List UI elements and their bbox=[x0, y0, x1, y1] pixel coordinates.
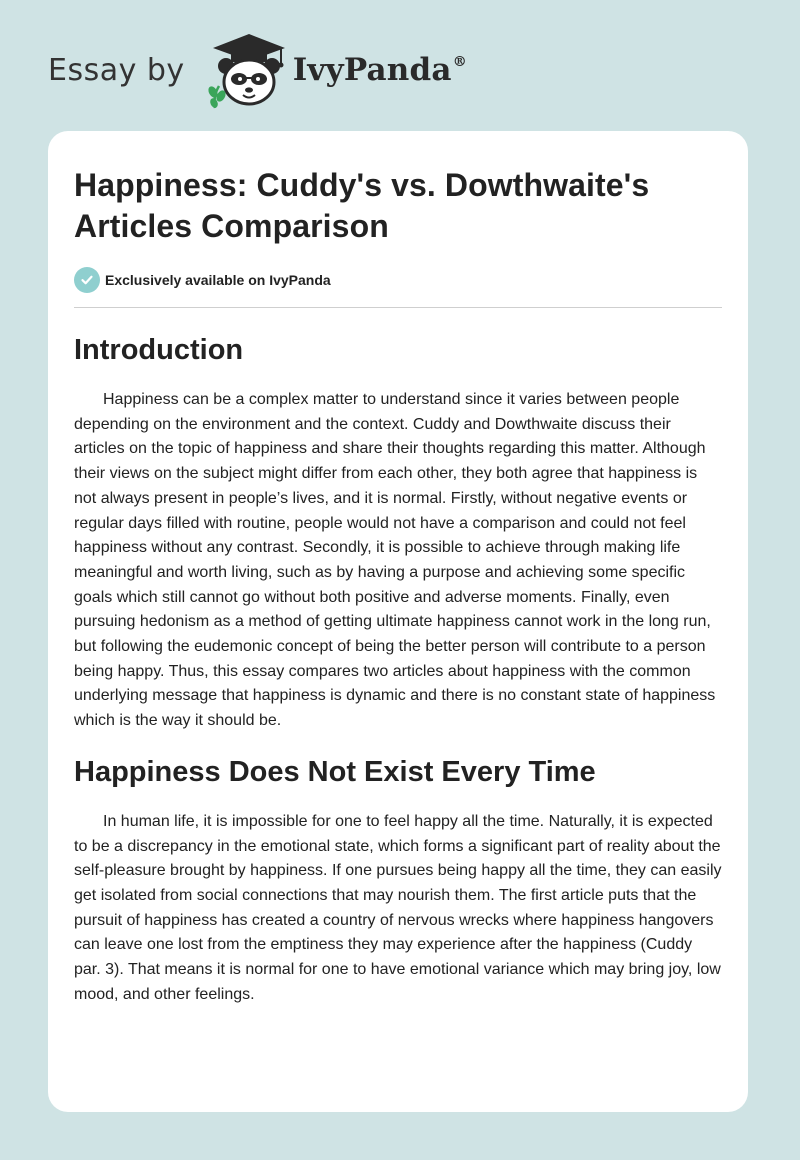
exclusive-notice bbox=[74, 267, 722, 308]
paragraph-introduction: Happiness can be a complex matter to understand since it varies between people depending on the environment and the context. Cuddy and Dowthwaite discuss their articles on the topic of happiness and share their thoughts regarding this matter. Although their views on the subject might differ from each other, they both agree that happiness is not always present in people’s lives, and it is normal. Firstly, without negative events or regular days filled with routine, people would not have a comparison and could not feel happiness without any contrast. Secondly, it is possible to achieve through making life meaningful and worth living, such as by having a purpose and achieving some specific goals which still cannot go without both positive and adverse moments. Finally, even pursuing hedonism as a method of getting ultimate happiness cannot work in the long run, but following the eudemonic concept of being the better person will contribute to a person being happy. Thus, this essay compares two articles about happiness with the common underlying message that happiness is dynamic and there is no constant state of happiness which is the way it should be. bbox=[74, 391, 716, 730]
brand-text: IvyPanda bbox=[292, 52, 452, 88]
panda-graduation-cap-icon[interactable] bbox=[201, 30, 291, 110]
essay-card bbox=[48, 131, 748, 1112]
section-heading-introduction: Introduction bbox=[74, 334, 244, 366]
check-icon bbox=[74, 267, 100, 293]
site-header bbox=[48, 30, 467, 110]
section-heading-happiness-not-every-time: Happiness Does Not Exist Every Time bbox=[74, 755, 596, 788]
page-title: Happiness: Cuddy's vs. Dowthwaite's Articles Comparison bbox=[74, 167, 650, 244]
exclusive-label: Exclusively available on IvyPanda bbox=[105, 272, 331, 288]
essay-by-label: Essay by bbox=[48, 52, 185, 88]
brand-name[interactable] bbox=[293, 52, 467, 88]
paragraph-happiness-not-every-time: In human life, it is impossible for one to feel happy all the time. Naturally, it is expected to be a discrepancy in the emotional state, which forms a significant part of reality about the self-pleasure brought by happiness. If one pursues being happy all the time, they can easily get isolated from social connections that may nourish them. The first article puts that the pursuit of happiness has created a country of nervous wrecks where happiness hangovers can leave one lost from the emptiness they may experience after the happiness (Cuddy par. 3). That means it is normal for one to have emotional variance which may bring joy, low mood, and other feelings. bbox=[74, 812, 722, 1003]
registered-mark: ® bbox=[452, 54, 467, 70]
